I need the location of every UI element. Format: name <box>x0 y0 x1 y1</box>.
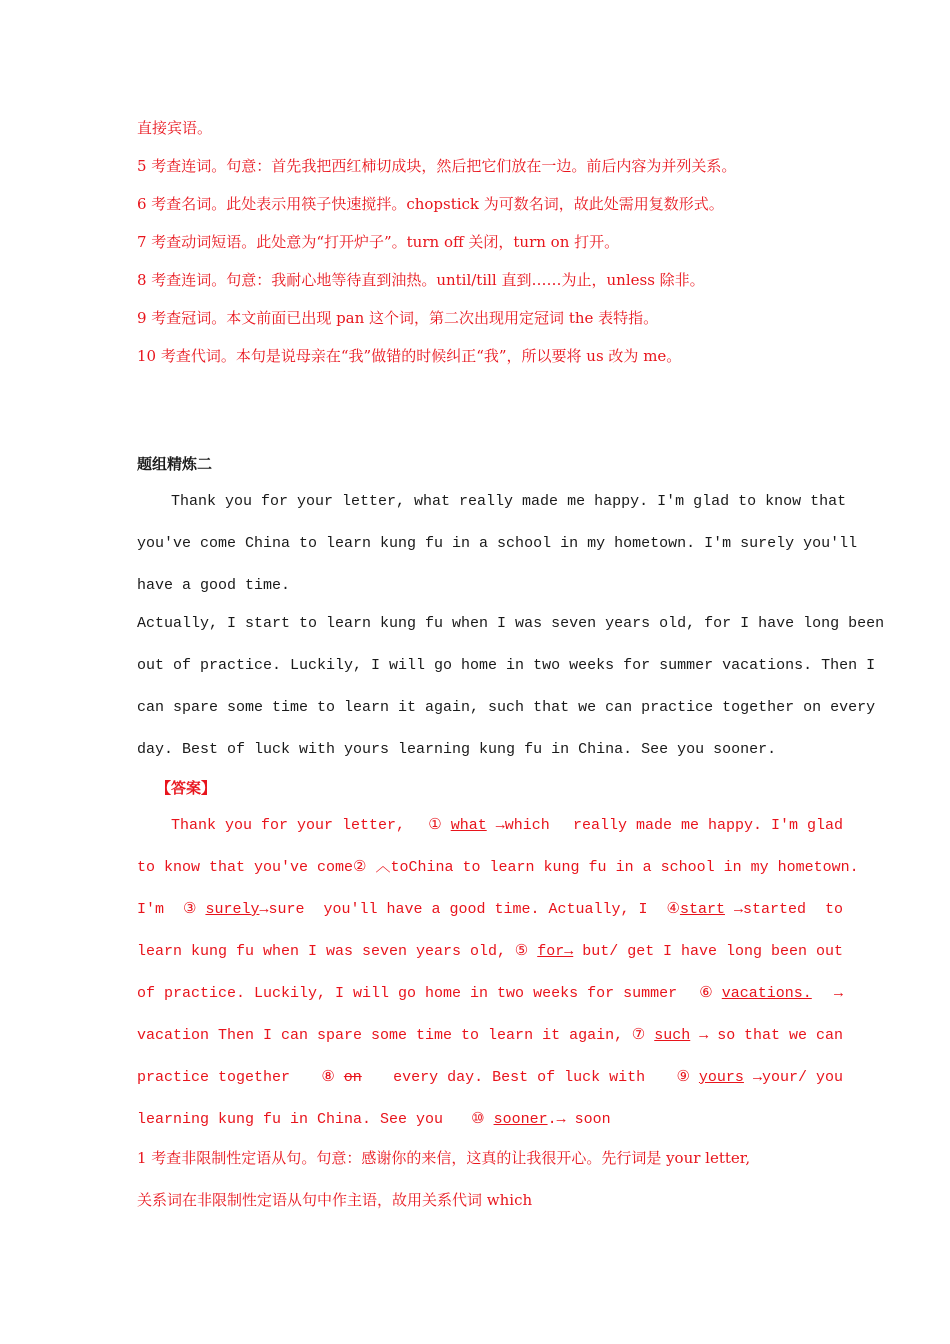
correction-group <box>666 900 806 920</box>
answer-line <box>137 1110 843 1130</box>
passage-line: can spare some time to learn it again, such that we can practice together on every <box>137 699 876 716</box>
error-marker: ④ <box>666 901 680 918</box>
answer-line <box>137 900 843 920</box>
passage-line: you've come China to learn kung fu in a school in my hometown. I'm surely you'll <box>137 535 858 552</box>
answer-line <box>137 858 859 878</box>
error-word: yours <box>698 1069 744 1086</box>
note-line: 5 考查连词。句意：首先我把西红柿切成块，然后把它们放在一边。前后内容为并列关系。 <box>137 157 737 175</box>
error-marker: ⑤ <box>514 943 529 960</box>
note-line: 关系词在非限制性定语从句中作主语，故用关系代词 which <box>137 1191 533 1209</box>
note-line: 7 考查动词短语。此处意为“打开炉子”。turn off 关闭，turn on 打开。 <box>137 233 620 251</box>
answer-text: to <box>824 901 843 918</box>
answer-text: to know that you've come <box>137 859 354 876</box>
answer-text: you'll have a good time. Actually, I <box>323 901 648 918</box>
answer-text: practice together <box>137 1069 291 1086</box>
error-marker: ③ <box>182 901 197 918</box>
correction-text: → so <box>699 1027 736 1044</box>
note-line: 6 考查名词。此处表示用筷子快速搅拌。chopstick 为可数名词，故此处需用复数形式。 <box>137 195 724 213</box>
passage-line: Thank you for your letter, what really made me happy. I'm glad to know that <box>171 493 847 510</box>
answer-line <box>137 984 843 1004</box>
correction-text: →your/ you <box>752 1069 843 1086</box>
error-word: on <box>343 1069 362 1086</box>
error-word: such <box>654 1027 691 1044</box>
answer-text: every day. Best of luck with <box>393 1069 646 1086</box>
answer-text: really made me happy. I'm glad <box>572 817 843 834</box>
answer-text: learning kung fu in China. See you <box>137 1111 444 1128</box>
correction-text: ︿to <box>375 859 409 876</box>
error-marker: ⑩ <box>471 1111 485 1128</box>
error-word: vacations. <box>721 985 812 1002</box>
error-word: start <box>679 901 725 918</box>
answer-text: that we can <box>743 1027 843 1044</box>
error-marker: ① <box>428 817 442 834</box>
correction-group <box>699 984 811 1004</box>
answer-text: China to learn kung fu in a school in my hometown. <box>408 859 859 876</box>
passage-line: Actually, I start to learn kung fu when I was seven years old, for I have long been <box>137 615 885 632</box>
error-marker: ② <box>353 859 367 876</box>
answer-text: learn kung fu when I was seven years old, <box>137 943 507 960</box>
passage-line: day. Best of luck with yours learning kung fu in China. See you sooner. <box>137 741 777 758</box>
answer-line <box>171 816 843 836</box>
correction-group <box>137 858 409 878</box>
correction-text: →which <box>495 817 550 834</box>
correction-group <box>321 1068 361 1088</box>
error-word: what <box>450 817 487 834</box>
correction-group <box>515 942 655 962</box>
correction-text: →started <box>733 901 806 918</box>
correction-text: .→ soon <box>547 1111 611 1128</box>
passage-line: have a good time. <box>137 577 291 594</box>
error-word: sooner <box>493 1111 548 1128</box>
answer-text: of practice. Luckily, I will go home in two weeks for summer <box>137 985 678 1002</box>
answer-line <box>137 1026 843 1046</box>
correction-text: →sure <box>259 901 305 918</box>
correction-text: but/ get <box>582 943 655 960</box>
correction-text: → <box>833 985 843 1002</box>
passage-line: out of practice. Luckily, I will go home in two weeks for summer vacations. Then I <box>137 657 876 674</box>
error-marker: ⑦ <box>631 1027 646 1044</box>
note-line: 10 考查代词。本句是说母亲在“我”做错的时候纠正“我”，所以要将 us 改为 me。 <box>137 347 682 365</box>
note-line: 8 考查连词。句意：我耐心地等待直到油热。until/till 直到……为止，unless 除非。 <box>137 271 705 289</box>
answer-text: Thank you for your letter, <box>171 817 406 834</box>
answer-text: vacation Then I can spare some time to learn it again, <box>137 1027 624 1044</box>
section-title: 题组精炼二 <box>137 455 213 473</box>
answer-label: 【答案】 <box>156 779 217 797</box>
note-line: 9 考查冠词。本文前面已出现 pan 这个词，第二次出现用定冠词 the 表特指。 <box>137 309 659 327</box>
error-word: surely <box>205 901 260 918</box>
correction-group <box>183 900 305 920</box>
note-line: 1 考查非限制性定语从句。句意：感谢你的来信，这真的让我很开心。先行词是 your letter, <box>137 1149 751 1167</box>
answer-line <box>137 1068 843 1088</box>
correction-group <box>632 1026 736 1046</box>
answer-text: I have long been out <box>662 943 843 960</box>
note-line: 直接宾语。 <box>137 119 213 137</box>
answer-line <box>137 942 843 962</box>
error-marker: ⑨ <box>676 1069 690 1086</box>
error-marker: ⑥ <box>699 985 713 1002</box>
correction-group <box>676 1068 843 1088</box>
answer-text: I'm <box>137 901 165 918</box>
error-marker: ⑧ <box>321 1069 335 1086</box>
correction-group <box>428 816 550 836</box>
error-word: for→ <box>537 943 574 960</box>
